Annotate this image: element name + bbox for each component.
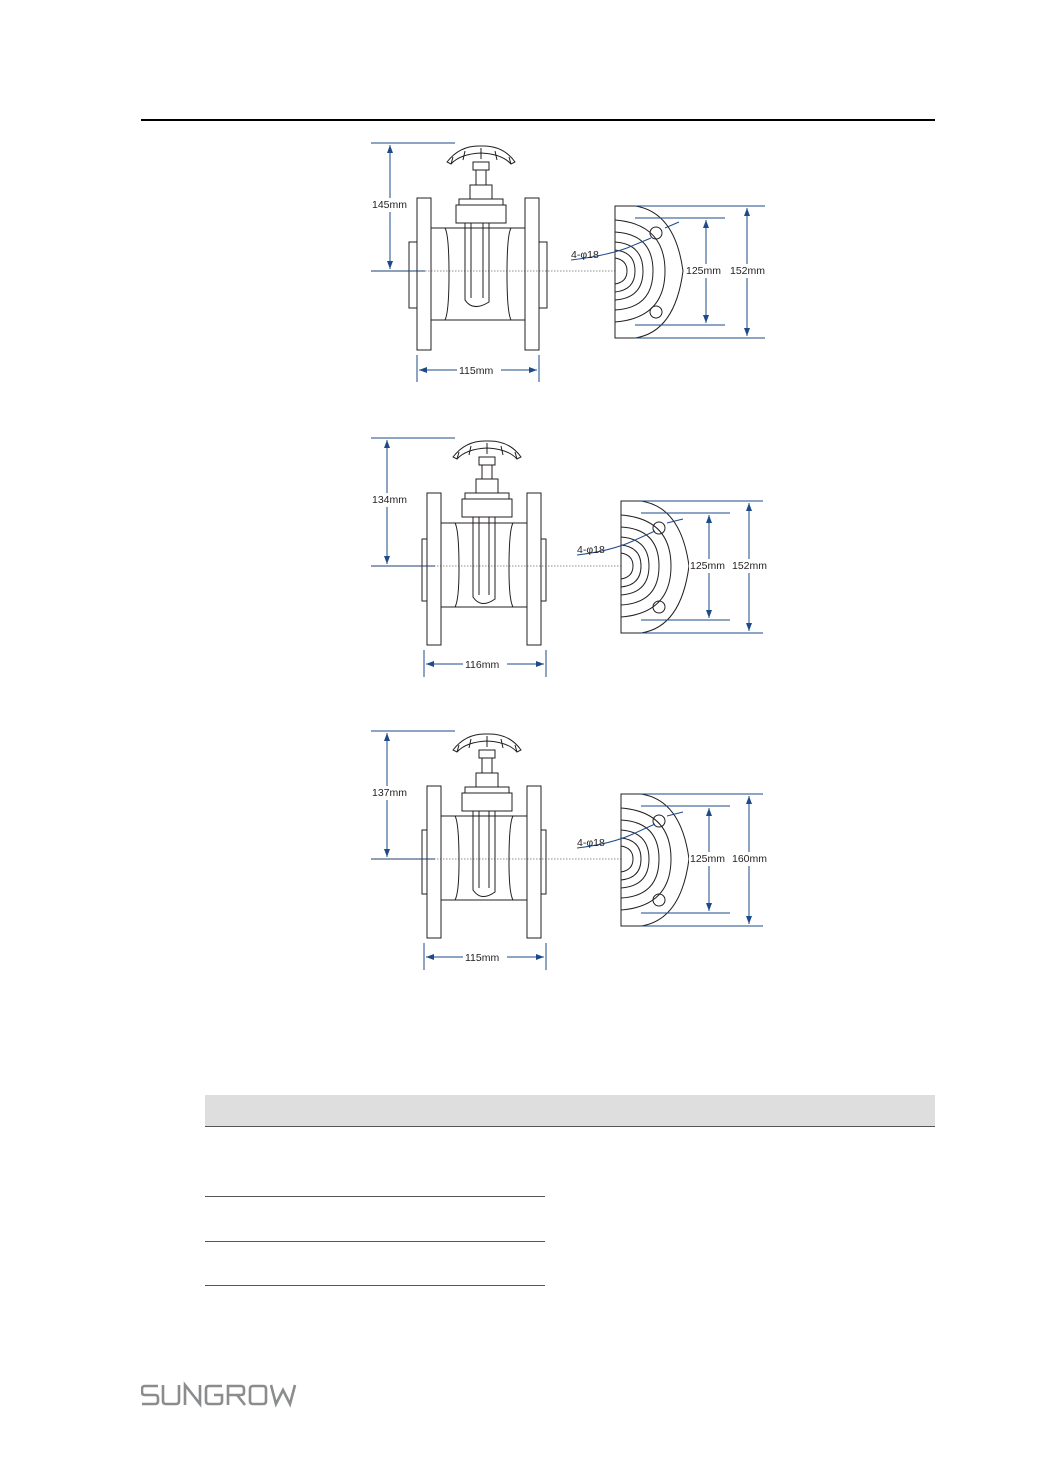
pitch-circle-label: 125mm bbox=[686, 265, 722, 277]
table-header-row bbox=[205, 1095, 935, 1127]
height-dimension-label: 134mm bbox=[372, 494, 408, 506]
valve-drawing-svg bbox=[365, 435, 770, 680]
pitch-circle-label: 125mm bbox=[690, 853, 726, 865]
width-dimension-label: 115mm bbox=[465, 952, 500, 964]
height-dimension-label: 145mm bbox=[372, 199, 408, 211]
bolt-hole-label: 4-φ18 bbox=[571, 249, 599, 261]
valve-drawing-2 bbox=[365, 435, 770, 680]
width-dimension-label: 115mm bbox=[459, 365, 494, 377]
valve-drawing-1 bbox=[365, 140, 770, 385]
width-dimension-label: 116mm bbox=[465, 659, 500, 671]
header-rule bbox=[141, 119, 935, 121]
outer-diameter-label: 152mm bbox=[732, 560, 768, 572]
valve-drawing-3 bbox=[365, 728, 770, 973]
outer-diameter-label: 152mm bbox=[730, 265, 766, 277]
valve-drawing-svg bbox=[365, 140, 770, 385]
sungrow-logo bbox=[141, 1380, 301, 1410]
bolt-hole-label: 4-φ18 bbox=[577, 837, 605, 849]
table-row-divider bbox=[205, 1196, 545, 1197]
table-row-divider bbox=[205, 1241, 545, 1242]
bolt-hole-label: 4-φ18 bbox=[577, 544, 605, 556]
height-dimension-label: 137mm bbox=[372, 787, 408, 799]
outer-diameter-label: 160mm bbox=[732, 853, 768, 865]
table-row-divider bbox=[205, 1285, 545, 1286]
pitch-circle-label: 125mm bbox=[690, 560, 726, 572]
valve-drawing-svg bbox=[365, 728, 770, 973]
